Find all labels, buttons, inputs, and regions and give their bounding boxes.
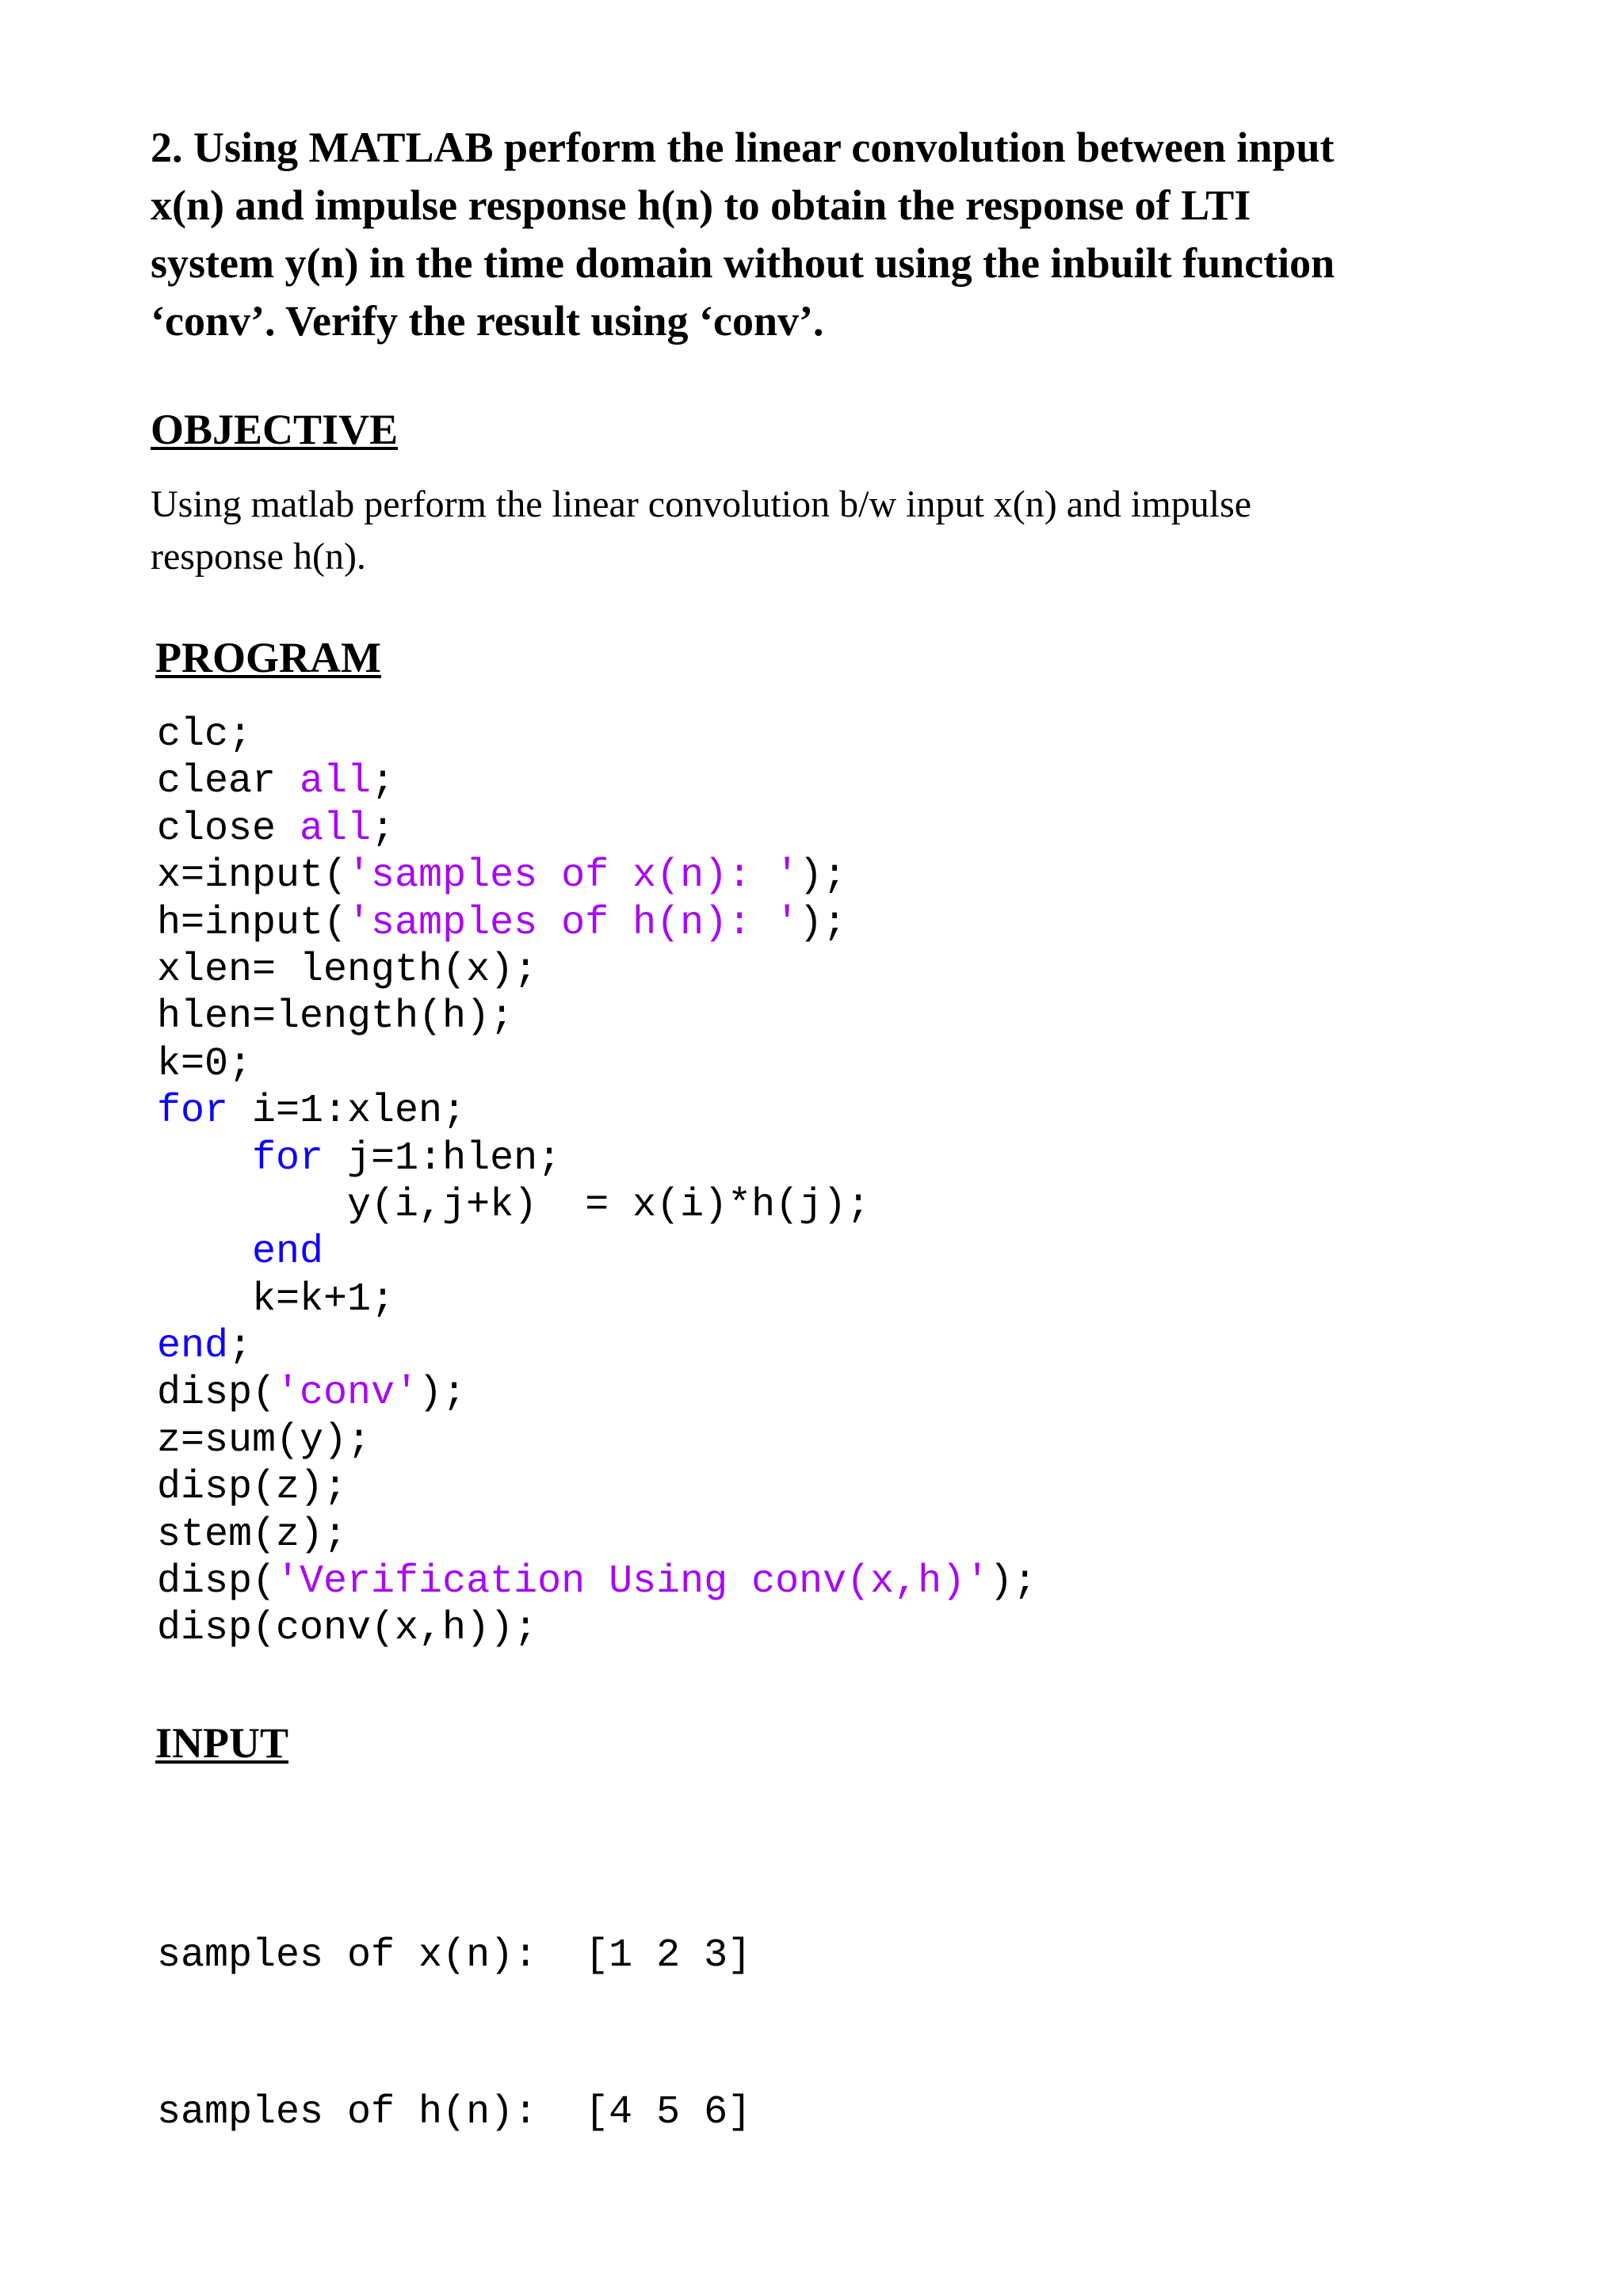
string-token: all: [300, 759, 372, 805]
string-token: all: [300, 806, 372, 852]
code-line: [157, 1605, 1037, 1652]
code-line: [157, 994, 1037, 1040]
code-line: [157, 1088, 1037, 1135]
code-line: [157, 1041, 1037, 1088]
objective-line: Using matlab perform the linear convolution b/w input x(n) and impulse: [151, 483, 1252, 525]
code-token: ;: [371, 759, 395, 805]
code-line: [157, 947, 1037, 994]
keyword-token: end: [157, 1324, 229, 1370]
code-token: disp(z);: [157, 1465, 348, 1511]
code-line: [157, 1182, 1037, 1229]
code-token: xlen= length(x);: [157, 947, 538, 993]
code-token: disp(: [157, 1371, 277, 1417]
code-token: [157, 1230, 252, 1275]
code-token: ;: [228, 1324, 253, 1370]
objective-heading: OBJECTIVE: [151, 406, 399, 453]
input-heading: INPUT: [155, 1719, 289, 1767]
code-line: [157, 806, 1037, 852]
code-token: h=input(: [157, 900, 348, 946]
code-token: clc;: [157, 712, 253, 757]
input-line: samples of h(n): [4 5 6]: [157, 2090, 752, 2135]
objective-line: response h(n).: [151, 536, 366, 578]
code-token: hlen=length(h);: [157, 994, 514, 1040]
question-text: [151, 119, 1419, 350]
code-line: [157, 1417, 1037, 1464]
question-line: ‘conv’. Verify the result using ‘conv’.: [151, 297, 824, 345]
code-line: [157, 1276, 1037, 1323]
keyword-token: for: [252, 1135, 324, 1181]
code-token: ;: [371, 806, 395, 852]
code-line: [157, 1512, 1037, 1558]
code-token: );: [799, 900, 847, 946]
program-code-block: [157, 711, 1037, 1653]
code-token: z=sum(y);: [157, 1417, 372, 1463]
code-line: [157, 900, 1037, 947]
string-token: 'conv': [276, 1371, 419, 1417]
input-line: samples of x(n): [1 2 3]: [157, 1933, 752, 1978]
code-token: );: [799, 853, 847, 899]
code-token: x=input(: [157, 853, 348, 899]
input-code-block: [157, 1825, 751, 2244]
string-token: 'samples of h(n): ': [347, 900, 800, 946]
code-token: y(i,j+k) = x(i)*h(j);: [157, 1182, 871, 1228]
code-token: clear: [157, 759, 300, 805]
question-line: x(n) and impulse response h(n) to obtain the response of LTI: [151, 181, 1251, 229]
code-token: k=k+1;: [157, 1276, 395, 1322]
code-token: i=1:xlen;: [228, 1089, 467, 1135]
question-line: 2. Using MATLAB perform the linear convolution between input: [151, 124, 1335, 171]
code-token: [157, 1136, 252, 1181]
code-token: disp(conv(x,h));: [157, 1606, 538, 1652]
code-token: );: [989, 1559, 1037, 1605]
code-line: [157, 1229, 1037, 1276]
keyword-token: end: [252, 1230, 324, 1276]
code-line: [157, 1323, 1037, 1370]
string-token: 'Verification Using conv(x,h)': [276, 1559, 990, 1605]
code-line: [157, 1464, 1037, 1511]
string-token: 'samples of x(n): ': [347, 853, 800, 899]
code-line: [157, 758, 1037, 805]
program-heading: PROGRAM: [155, 634, 381, 681]
keyword-token: for: [157, 1089, 229, 1135]
objective-text: [151, 479, 1458, 583]
code-token: close: [157, 806, 300, 852]
code-token: disp(: [157, 1559, 277, 1605]
code-line: [157, 1370, 1037, 1417]
code-line: [157, 1135, 1037, 1182]
code-line: [157, 711, 1037, 758]
code-token: stem(z);: [157, 1512, 348, 1558]
code-token: k=0;: [157, 1041, 253, 1087]
code-line: [157, 852, 1037, 899]
code-line: [157, 1558, 1037, 1605]
code-token: j=1:hlen;: [323, 1135, 562, 1181]
code-token: );: [418, 1371, 467, 1417]
question-line: system y(n) in the time domain without using the inbuilt function: [151, 239, 1335, 287]
